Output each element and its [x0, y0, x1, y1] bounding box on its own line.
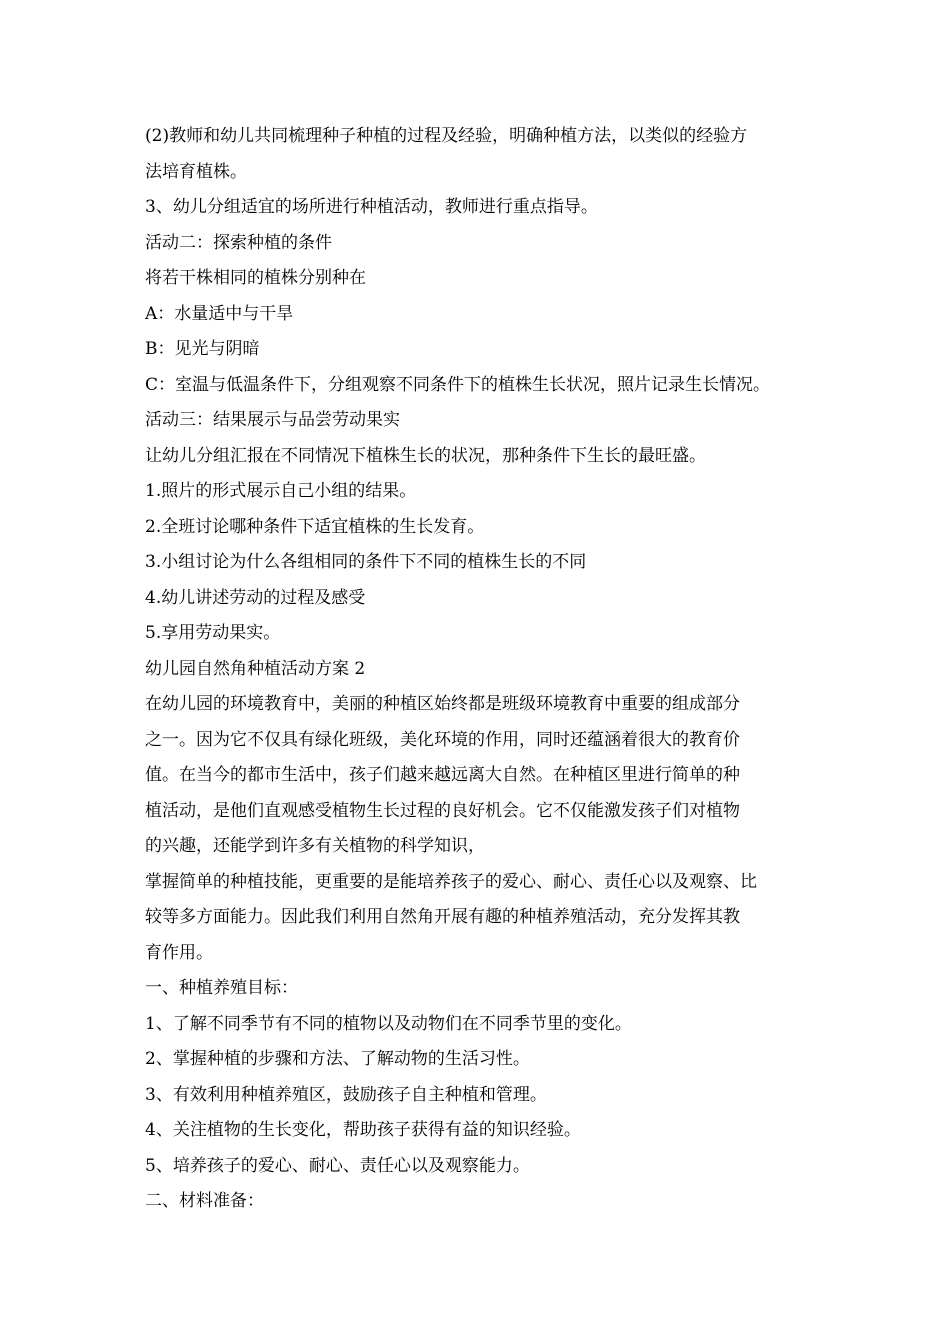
list-item: 3、有效利用种植养殖区，鼓励孩子自主种植和管理。: [145, 1084, 547, 1105]
section-title: 幼儿园自然角种植活动方案 2: [145, 658, 366, 679]
text-line: 之一。因为它不仅具有绿化班级，美化环境的作用，同时还蕴涵着很大的教育价: [145, 729, 740, 750]
list-item: 5、培养孩子的爱心、耐心、责任心以及观察能力。: [145, 1155, 530, 1176]
text-line: A：水量适中与干旱: [145, 303, 294, 324]
text-line: 植活动，是他们直观感受植物生长过程的良好机会。它不仅能激发孩子们对植物: [145, 800, 740, 821]
text-line: 值。在当今的都市生活中，孩子们越来越远离大自然。在种植区里进行简单的种: [145, 765, 740, 785]
text-line: 较等多方面能力。因此我们利用自然角开展有趣的种植养殖活动，充分发挥其教: [145, 907, 740, 927]
list-item: 2.全班讨论哪种条件下适宜植株的生长发育。: [145, 516, 485, 537]
text-line: 的兴趣，还能学到许多有关植物的科学知识，: [145, 836, 485, 856]
text-line: 将若干株相同的植株分别种在: [145, 268, 366, 288]
text-line: 育作用。: [145, 942, 213, 963]
section-heading: 活动二：探索种植的条件: [145, 232, 332, 253]
list-item: 4、关注植物的生长变化，帮助孩子获得有益的知识经验。: [145, 1120, 581, 1140]
list-item: 3.小组讨论为什么各组相同的条件下不同的植株生长的不同: [145, 552, 587, 572]
text-line: (2)教师和幼儿共同梳理种子种植的过程及经验，明确种植方法，以类似的经验方: [145, 126, 748, 146]
text-line: 法培育植株。: [145, 161, 247, 182]
list-item: 4.幼儿讲述劳动的过程及感受: [145, 587, 366, 608]
text-line: 在幼儿园的环境教育中，美丽的种植区始终都是班级环境教育中重要的组成部分: [145, 694, 740, 714]
text-line: 3、幼儿分组适宜的场所进行种植活动，教师进行重点指导。: [145, 197, 598, 217]
list-item: 1、了解不同季节有不同的植物以及动物们在不同季节里的变化。: [145, 1013, 632, 1034]
section-heading: 一、种植养殖目标：: [145, 978, 298, 998]
text-line: C：室温与低温条件下，分组观察不同条件下的植株生长状况，照片记录生长情况。: [145, 374, 771, 395]
list-item: 5.享用劳动果实。: [145, 623, 281, 643]
list-item: 1.照片的形式展示自己小组的结果。: [145, 481, 417, 501]
text-line: 让幼儿分组汇报在不同情况下植株生长的状况，那种条件下生长的最旺盛。: [145, 445, 706, 466]
text-line: B：见光与阴暗: [145, 339, 260, 359]
text-line: 掌握简单的种植技能，更重要的是能培养孩子的爱心、耐心、责任心以及观察、比: [145, 871, 757, 892]
list-item: 2、掌握种植的步骤和方法、了解动物的生活习性。: [145, 1049, 530, 1069]
section-heading: 二、材料准备：: [145, 1191, 264, 1211]
document-page: [145, 119, 810, 1220]
section-heading: 活动三：结果展示与品尝劳动果实: [145, 410, 400, 430]
